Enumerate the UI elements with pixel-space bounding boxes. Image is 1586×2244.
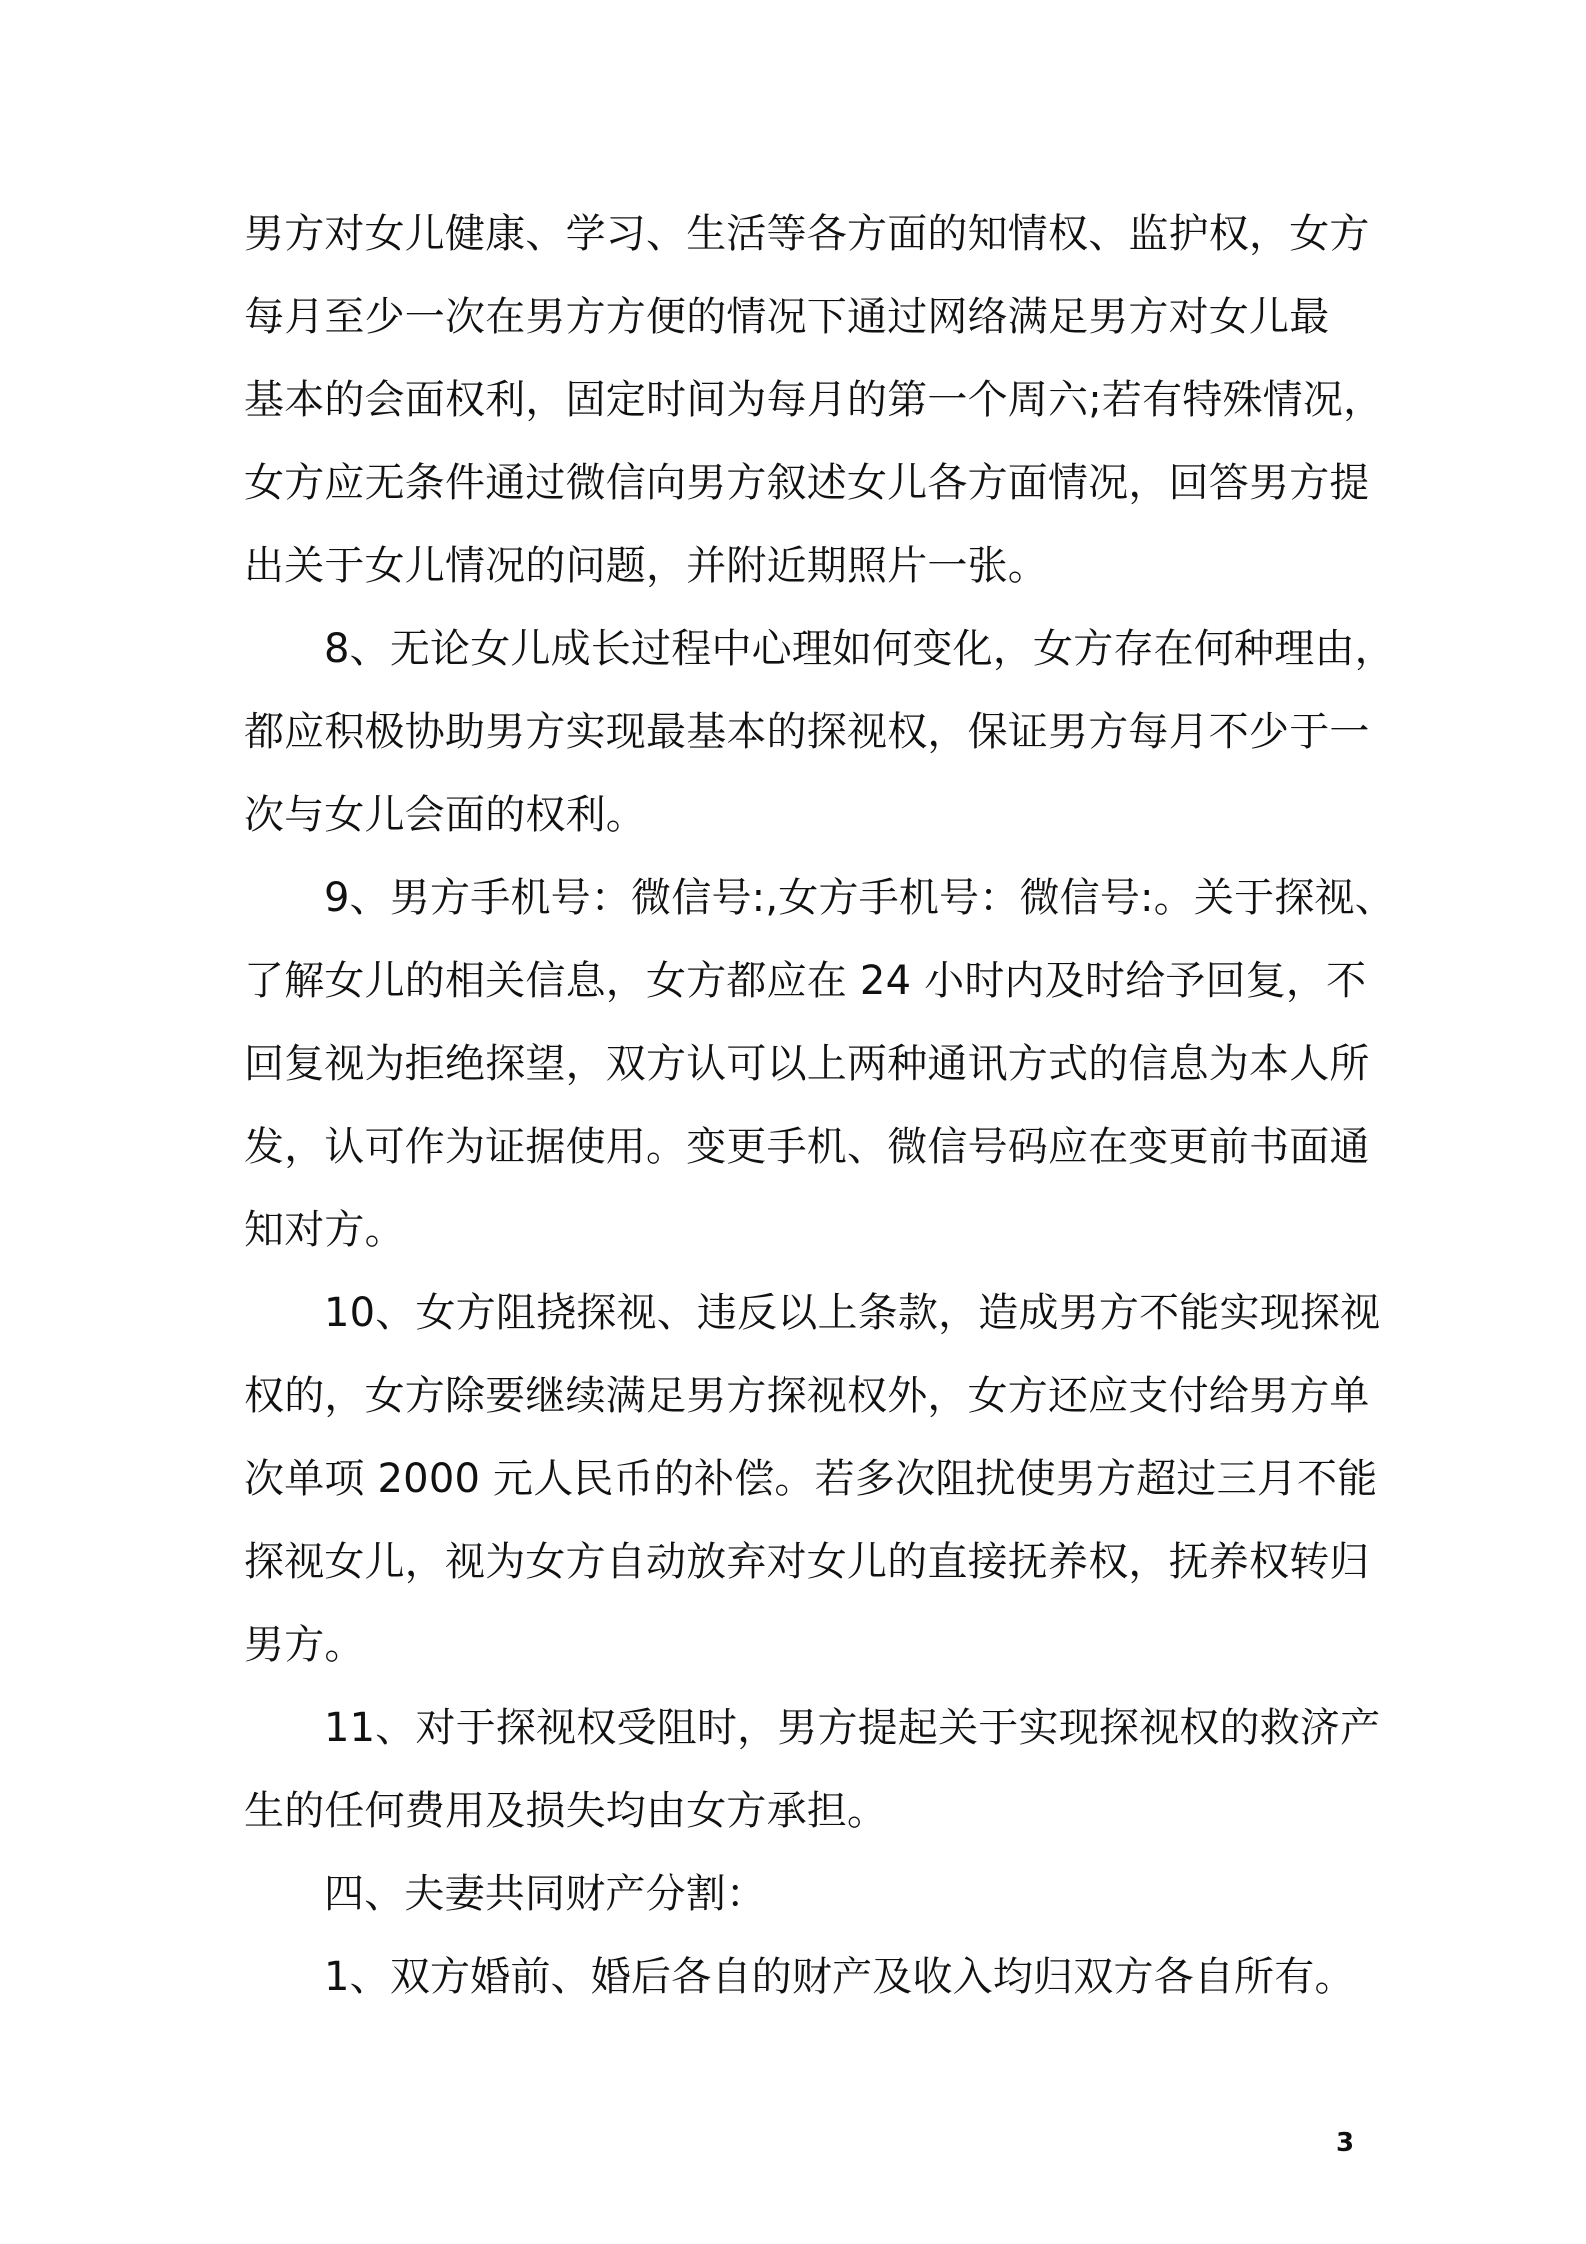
text-line: 发，认可作为证据使用。变更手机、微信号码应在变更前书面通: [244, 1124, 1370, 1170]
paragraph-start-line: 10、女方阻挠探视、违反以上条款，造成男方不能实现探视: [324, 1290, 1381, 1336]
text-line: 都应积极协助男方实现最基本的探视权，保证男方每月不少于一: [244, 709, 1370, 755]
text-line: 男方。: [244, 1622, 365, 1668]
text-line: 次与女儿会面的权利。: [244, 792, 646, 838]
page-number: 3: [1336, 2128, 1355, 2158]
text-line: 女方应无条件通过微信向男方叙述女儿各方面情况，回答男方提: [244, 460, 1370, 506]
text-line: 次单项 2000 元人民币的补偿。若多次阻扰使男方超过三月不能: [244, 1456, 1378, 1502]
text-line: 出关于女儿情况的问题，并附近期照片一张。: [244, 543, 1048, 589]
text-line: 探视女儿，视为女方自动放弃对女儿的直接抚养权，抚养权转归: [244, 1539, 1370, 1585]
document-body: [244, 193, 1395, 2019]
paragraph-start-line: 9、男方手机号：微信号:,女方手机号：微信号:。关于探视、: [324, 875, 1395, 921]
paragraph-start-line: 1、双方婚前、婚后各自的财产及收入均归双方各自所有。: [324, 1954, 1355, 2000]
text-line: 知对方。: [244, 1207, 405, 1253]
text-line: 每月至少一次在男方方便的情况下通过网络满足男方对女儿最: [244, 294, 1330, 340]
text-line: 回复视为拒绝探望，双方认可以上两种通讯方式的信息为本人所: [244, 1041, 1370, 1087]
text-line: 男方对女儿健康、学习、生活等各方面的知情权、监护权，女方: [244, 211, 1370, 257]
text-line: 权的，女方除要继续满足男方探视权外，女方还应支付给男方单: [244, 1373, 1370, 1419]
text-line: 基本的会面权利，固定时间为每月的第一个周六;若有特殊情况，: [244, 377, 1384, 423]
section-heading: 四、夫妻共同财产分割：: [324, 1871, 767, 1917]
text-line: 生的任何费用及损失均由女方承担。: [244, 1788, 888, 1834]
text-line: 了解女儿的相关信息，女方都应在 24 小时内及时给予回复，不: [244, 958, 1367, 1004]
paragraph-start-line: 11、对于探视权受阻时，男方提起关于实现探视权的救济产: [324, 1705, 1381, 1751]
paragraph-start-line: 8、无论女儿成长过程中心理如何变化，女方存在何种理由，: [324, 626, 1395, 672]
